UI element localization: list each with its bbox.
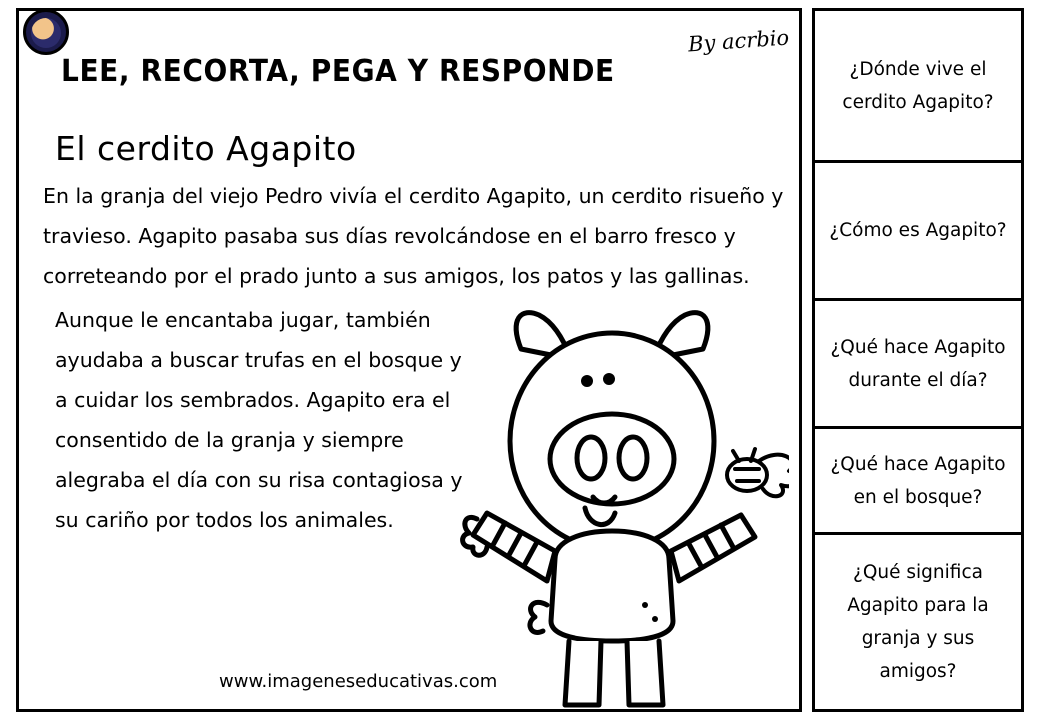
question-card-4[interactable]: ¿Qué hace Agapito en el bosque? (812, 426, 1024, 532)
site-watermark: www.imageneseducativas.com (219, 671, 498, 692)
pig-illustration (459, 301, 789, 712)
site-logo-icon (23, 9, 69, 55)
question-strip (812, 8, 1024, 712)
story-panel (16, 8, 802, 712)
story-title: El cerdito Agapito (55, 129, 357, 168)
story-paragraph-1: En la granja del viejo Pedro vivía el cerdito Agapito, un cerdito risueño y travieso. Agapito pasaba sus días revolcándose en el barro fresco y correteando por el prado junto a sus amigos, los patos y las gallinas. (43, 184, 784, 288)
story-paragraph-2: Aunque le encantaba jugar, también ayudaba a buscar trufas en el bosque y a cuidar los sembrados. Agapito era el consentido de la granja y siempre alegraba el día con su risa contagiosa y su cariño por todos los animales. (55, 308, 463, 532)
question-card-1[interactable]: ¿Dónde vive el cerdito Agapito? (812, 8, 1024, 160)
question-card-2[interactable]: ¿Cómo es Agapito? (812, 160, 1024, 298)
author-credit: By acrbio (687, 25, 790, 57)
question-card-3[interactable]: ¿Qué hace Agapito durante el día? (812, 298, 1024, 426)
logo-inner-shape (31, 18, 61, 48)
question-card-5[interactable]: ¿Qué significa Agapito para la granja y sus amigos? (812, 532, 1024, 712)
page-title: LEE, RECORTA, PEGA Y RESPONDE (61, 53, 615, 89)
